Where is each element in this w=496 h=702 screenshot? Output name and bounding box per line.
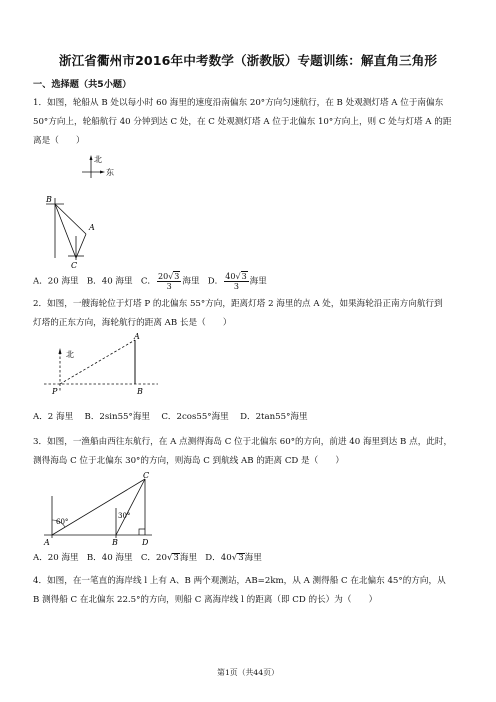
q3-option-d-unit: 海里	[244, 553, 262, 563]
q3-options: A．20 海里 B．40 海里 C．20√3海里 D．40√3海里	[33, 553, 262, 563]
q4-line-1: 4．如图，在一笔直的海岸线 l 上有 A、B 两个观测站，AB=2km，从 A 测得船 C 在北偏东 45°的方向，从	[33, 576, 446, 586]
q3-label-a: A	[44, 538, 50, 547]
q1-option-c-prefix: C．	[140, 276, 156, 287]
q1-option-c-coef: 20	[158, 272, 169, 281]
q3-right-angle	[139, 529, 145, 535]
q1-option-d-radicand: 3	[241, 272, 247, 281]
q1-line-bc	[55, 204, 76, 258]
q1-north-arrow	[90, 155, 93, 160]
q3-label-d: D	[142, 538, 149, 547]
q3-angle-60: 60°	[56, 518, 69, 526]
q3-label-b: B	[112, 538, 118, 547]
q1-label-a: A	[89, 223, 95, 232]
q2-options: A．2 海里 B．2sin55°海里 C．2cos55°海里 D．2tan55°海里	[33, 412, 308, 422]
q1-north-label: 北	[94, 155, 102, 164]
q1-option-c-unit: 海里	[182, 276, 200, 287]
q1-option-d-coef: 40	[225, 272, 236, 281]
q1-line-3: 离是（ ）	[33, 136, 85, 146]
q1-option-c-radicand: 3	[174, 272, 180, 281]
page-title: 浙江省衢州市2016年中考数学（浙教版）专题训练：解直角三角形	[58, 53, 438, 68]
q1-option-d-denominator: 3	[233, 282, 240, 291]
q1-line-ba	[55, 204, 86, 234]
q1-option-a: A．20 海里	[33, 276, 79, 287]
q3-angle-30: 30°	[118, 512, 131, 520]
q2-north-label: 北	[66, 350, 74, 359]
q1-line-1: 1．如图，轮船从 B 处以每小时 60 海里的速度沿南偏东 20°方向匀速航行，在 B 处观测灯塔 A 位于南偏东	[33, 98, 444, 108]
q1-line-ca	[76, 234, 86, 258]
q3-option-d-radicand: 3	[238, 553, 244, 563]
q3-option-c-prefix: C．20	[140, 553, 167, 563]
page-footer: 第1页（共44页）	[217, 668, 279, 677]
q1-east-label: 东	[106, 168, 114, 177]
q1-line-2: 50°方向上，轮船航行 40 分钟到达 C 处，在 C 处观测灯塔 A 位于北偏东 10°方向上，则 C 处与灯塔 A 的距	[33, 117, 452, 127]
q1-options	[33, 271, 267, 291]
q1-option-c-fraction: $\frac{20√3}{3}$	[158, 272, 180, 291]
q3-line-ac	[52, 479, 145, 535]
q2-figure	[44, 332, 158, 400]
q1-option-c-denominator: 3	[166, 282, 172, 291]
q1-option-d-unit: 海里	[249, 276, 267, 287]
q1-label-c: C	[71, 261, 78, 270]
q2-label-b: B	[137, 387, 143, 396]
q4-line-2: B 测得船 C 在北偏东 22.5°的方向，则船 C 离海岸线 l 的距离（即 CD 的长）为（ ）	[33, 595, 378, 605]
q3-option-a: A．20 海里	[33, 553, 79, 563]
section-heading: 一、选择题（共5小题）	[33, 79, 132, 90]
q1-figure	[44, 152, 124, 270]
q3-option-c-radicand: 3	[173, 553, 179, 563]
q3-option-d-prefix: D．40	[205, 553, 232, 563]
q1-option-d-fraction: $\frac{40√3}{3}$	[225, 272, 247, 291]
q3-line-2: 测得海岛 C 位于北偏东 30°的方向，则海岛 C 到航线 AB 的距离 CD 是（ ）	[33, 456, 344, 466]
q3-figure	[40, 472, 164, 548]
q1-label-b: B	[46, 195, 52, 204]
q3-label-c: C	[143, 472, 150, 480]
q2-north-arrow	[59, 348, 62, 354]
q2-line-2: 灯塔的正东方向，海轮航行的距离 AB 长是（ ）	[33, 318, 232, 328]
q1-east-arrow	[100, 171, 105, 174]
q1-option-d-prefix: D．	[207, 276, 224, 287]
q2-line-pa	[60, 340, 135, 384]
q1-option-b: B．40 海里	[86, 276, 133, 287]
q3-option-b: B．40 海里	[86, 553, 133, 563]
q2-label-p: P	[52, 387, 58, 396]
q2-label-a: A	[134, 332, 140, 341]
q2-line-1: 2．如图，一艘海轮位于灯塔 P 的北偏东 55°方向，距离灯塔 2 海里的点 A 处，如果海轮沿正南方向航行到	[33, 299, 443, 309]
q3-line-1: 3．如图，一渔船由西往东航行，在 A 点测得海岛 C 位于北偏东 60°的方向，前进 40 海里到达 B 点，此时，	[33, 437, 453, 447]
q3-option-c-unit: 海里	[179, 553, 198, 563]
